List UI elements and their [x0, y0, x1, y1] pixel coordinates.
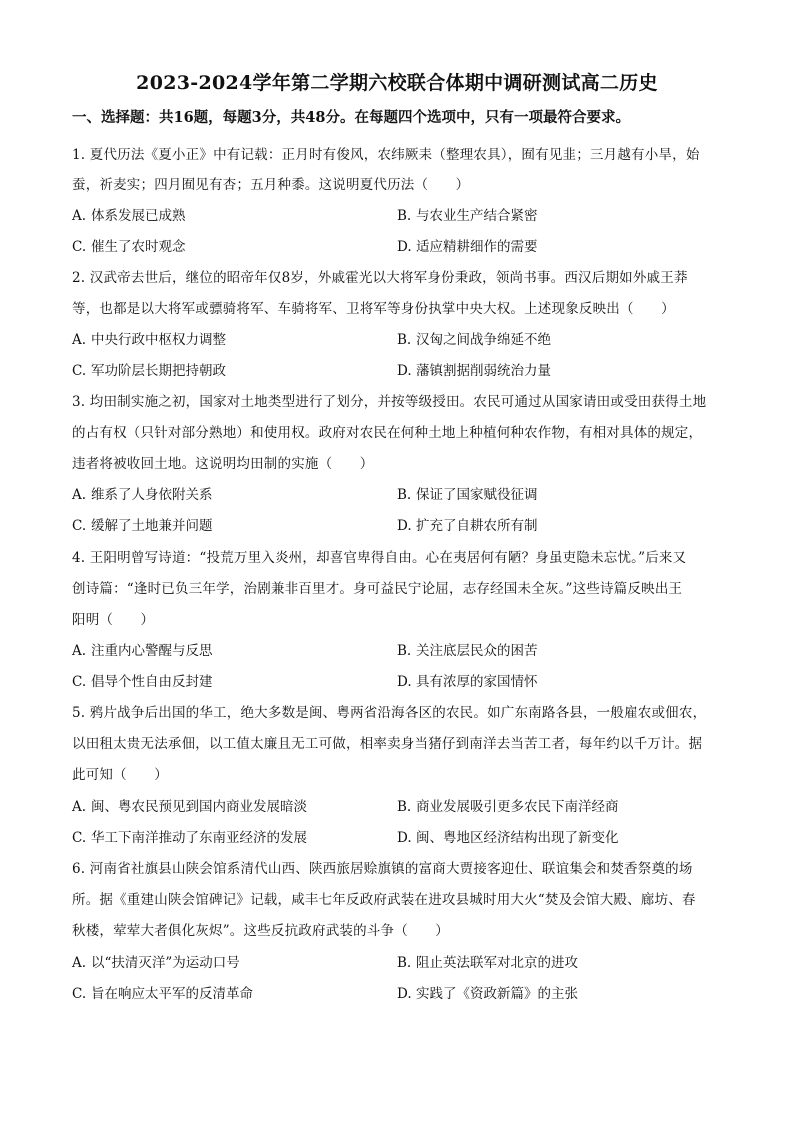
- question-6-line-3: 秋楼，荤荤大者俱化灰烬”。这些反抗政府武装的斗争（ ）: [72, 923, 450, 939]
- question-5-option-c: C. 华工下南洋推动了东南亚经济的发展: [72, 830, 307, 846]
- question-2-option-a: A. 中央行政中枢权力调整: [72, 332, 226, 348]
- question-1-option-a: A. 体系发展已成熟: [72, 208, 186, 224]
- question-4-option-b: B. 关注底层民众的困苦: [397, 643, 538, 659]
- page-title: 2023-2024学年第二学期六校联合体期中调研测试高二历史: [136, 72, 658, 94]
- question-5-option-a: A. 闽、粤农民预见到国内商业发展暗淡: [72, 799, 307, 815]
- question-5-line-2: 以田租太贵无法承佃，以工值太廉且无工可做，相率卖身当猪仔到南洋去当苦工者，每年约以千万计。据: [72, 736, 703, 752]
- question-5-line-1: 5. 鸦片战争后出国的华工，绝大多数是闽、粤两省沿海各区的农民。如广东南路各县，一般雇农或佃农，: [72, 705, 707, 721]
- question-4-option-c: C. 倡导个性自由反封建: [72, 674, 213, 690]
- question-3-option-b: B. 保证了国家赋役征调: [397, 487, 538, 503]
- question-4-line-1: 4. 王阳明曾写诗道：“投荒万里入炎州，却喜官卑得自由。心在夷居何有陋？身虽吏隐未忘忧。”后来又: [72, 550, 687, 566]
- question-1-option-b: B. 与农业生产结合紧密: [397, 208, 538, 224]
- question-1-option-c: C. 催生了农时观念: [72, 239, 186, 255]
- question-6-option-b: B. 阻止英法联军对北京的进攻: [397, 955, 578, 971]
- question-2-option-d: D. 藩镇割据削弱统治力量: [397, 363, 551, 379]
- question-3-option-a: A. 维系了人身依附关系: [72, 487, 213, 503]
- question-2-option-b: B. 汉匈之间战争绵延不绝: [397, 332, 551, 348]
- question-4-line-3: 阳明（ ）: [72, 612, 155, 628]
- question-2-line-1: 2. 汉武帝去世后，继位的昭帝年仅8岁，外戚霍光以大将军身份秉政，领尚书事。西汉后期如外戚王莽: [72, 270, 688, 286]
- question-6-line-2: 所。据《重建山陕会馆碑记》记载，咸丰七年反政府武装在进攻县城时用大火“焚及会馆大殿、廊坊、春: [72, 892, 696, 908]
- question-3-line-3: 违者将被收回土地。这说明均田制的实施（ ）: [72, 456, 374, 472]
- question-3-option-c: C. 缓解了土地兼并问题: [72, 518, 213, 534]
- question-6-option-c: C. 旨在响应太平军的反清革命: [72, 986, 253, 1002]
- question-6-option-d: D. 实践了《资政新篇》的主张: [397, 986, 578, 1002]
- question-5-option-d: D. 闽、粤地区经济结构出现了新变化: [397, 830, 619, 846]
- question-2-line-2: 等，也都是以大将军或骠骑将军、车骑将军、卫将军等身份执掌中央大权。上述现象反映出（ ）: [72, 301, 675, 317]
- question-1-line-2: 蚕，祈麦实；四月囿见有杏；五月种黍。这说明夏代历法（ ）: [72, 177, 470, 193]
- question-4-line-2: 创诗篇：“逢时已负三年学，治剧兼非百里才。身可益民宁论屈，志存经国未全灰。”这些诗篇反映出王: [72, 581, 683, 597]
- question-6-option-a: A. 以“扶清灭洋”为运动口号: [72, 955, 240, 971]
- question-4-option-a: A. 注重内心警醒与反思: [72, 643, 213, 659]
- question-5-option-b: B. 商业发展吸引更多农民下南洋经商: [397, 799, 619, 815]
- question-6-line-1: 6. 河南省社旗县山陕会馆系清代山西、陕西旅居赊旗镇的富商大贾接客迎仕、联谊集会和焚香祭奠的场: [72, 861, 693, 877]
- question-2-option-c: C. 军功阶层长期把持朝政: [72, 363, 226, 379]
- question-3-line-2: 的占有权（只针对部分熟地）和使用权。政府对农民在何种土地上种植何种农作物，有相对具体的规定，: [72, 425, 703, 441]
- question-1-line-1: 1. 夏代历法《夏小正》中有记载：正月时有俊风，农纬厥耒（整理农具），囿有见韭；三月越有小旱，始: [72, 147, 700, 163]
- question-3-line-1: 3. 均田制实施之初，国家对土地类型进行了划分，并按等级授田。农民可通过从国家请田或受田获得土地: [72, 394, 707, 410]
- question-4-option-d: D. 具有浓厚的家国情怀: [397, 674, 538, 690]
- question-3-option-d: D. 扩充了自耕农所有制: [397, 518, 538, 534]
- section-heading: 一、选择题：共16题，每题3分，共48分。在每题四个选项中，只有一项最符合要求。: [72, 109, 630, 126]
- question-1-option-d: D. 适应精耕细作的需要: [397, 239, 538, 255]
- question-5-line-3: 此可知（ ）: [72, 767, 168, 783]
